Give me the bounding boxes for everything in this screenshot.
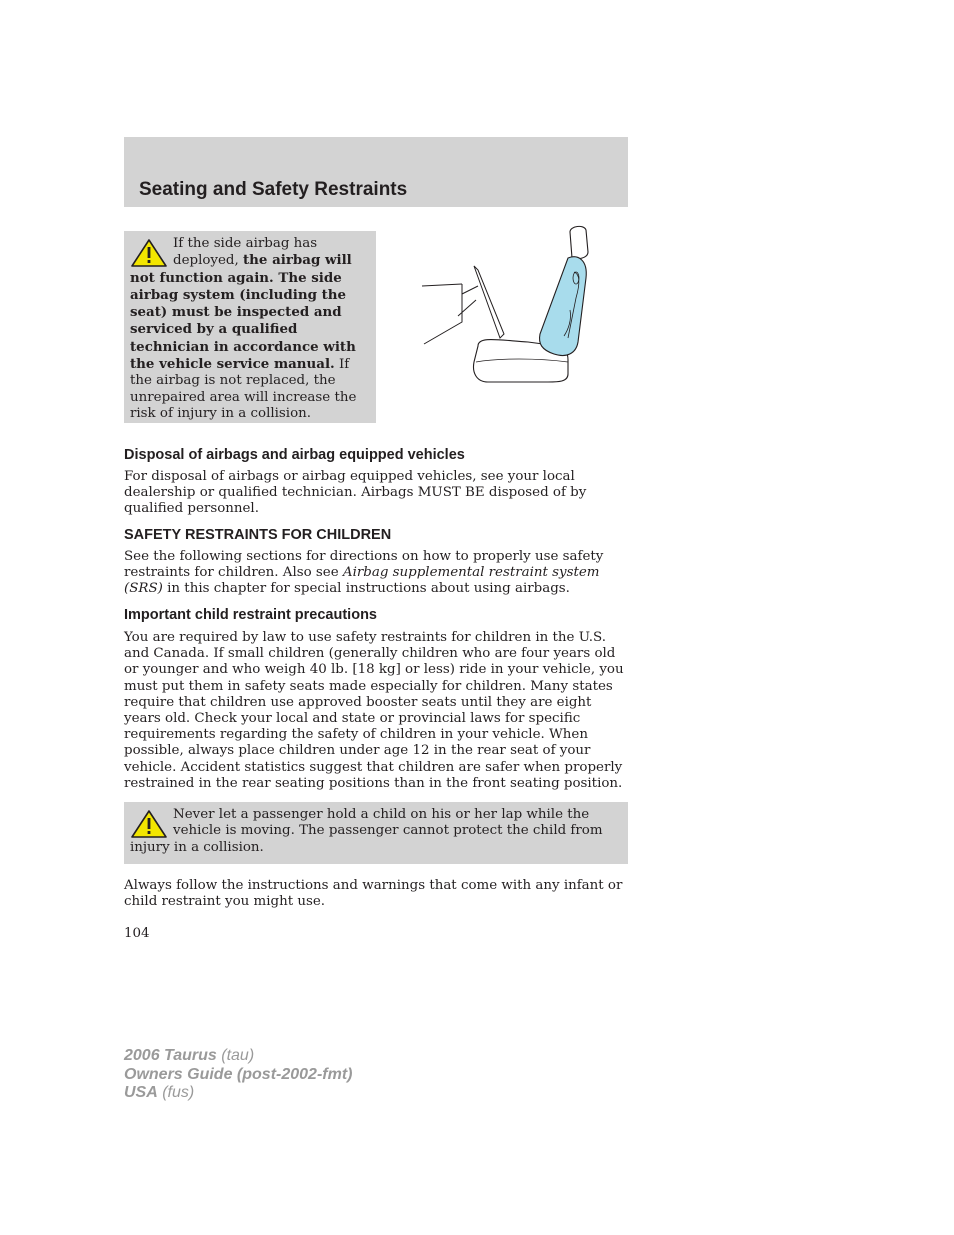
child-restraints-heading: SAFETY RESTRAINTS FOR CHILDREN (124, 527, 392, 543)
srs-section-reference: Airbag supplemental restraint system (SRS) (124, 565, 600, 597)
page-title: Seating and Safety Restraints (139, 179, 408, 200)
lap-child-warning-box (124, 802, 628, 864)
footer-line-3: USA (fus) (124, 1084, 195, 1101)
child-restraints-text: See the following sections for directions on how to properly use safety restraints for children. Also see Airbag supplemental restraint system (SRS) in this chapter for special instructions about using airbags. (124, 549, 604, 597)
page-number: 104 (124, 926, 150, 941)
footer-line-2: Owners Guide (post-2002-fmt) (124, 1065, 353, 1083)
section-header-band (124, 137, 628, 207)
side-airbag-warning-text: If the side airbag has deployed, the airbag will not function again. The side airbag system (including the seat) must be inspected and serviced by a qualified technician in accordance with the vehicle service manual. If the airbag is not replaced, the unrepaired area will increase the risk of injury in a collision. (130, 236, 357, 421)
closing-text: Always follow the instructions and warnings that come with any infant or child restraint you might use. (124, 878, 623, 910)
disposal-text: For disposal of airbags or airbag equipped vehicles, see your local dealership or qualified technician. Airbags MUST BE disposed of by qualified personnel. (124, 469, 587, 517)
precautions-text: You are required by law to use safety restraints for children in the U.S. and Canada. If small children (generally children who are four years old or younger and who weigh 40 lb. [18 kg] or less) ride in your vehicle, you must put them in safety seats made especially for children. Many states require that children use approved booster seats until they are eight years old. Check your local and state or provincial laws for specific requirements regarding the safety of children in your vehicle. When possible, always place children under age 12 in the rear seat of your vehicle. Accident statistics suggest that children are safer when properly restrained in the rear seating positions than in the front seating position. (124, 630, 624, 791)
side-airbag-warning-box (124, 231, 376, 423)
document-footer (124, 1047, 352, 1103)
warning-triangle-icon (130, 809, 168, 839)
precautions-heading: Important child restraint precautions (124, 607, 377, 623)
disposal-heading: Disposal of airbags and airbag equipped vehicles (124, 447, 465, 463)
warning-triangle-icon (130, 238, 168, 268)
seat-side-airbag-icon (418, 222, 598, 387)
lap-child-warning-text: Never let a passenger hold a child on his or her lap while the vehicle is moving. The passenger cannot protect the child from injury in a collision. (130, 807, 603, 855)
footer-line-1: 2006 Taurus (tau) (124, 1047, 255, 1064)
